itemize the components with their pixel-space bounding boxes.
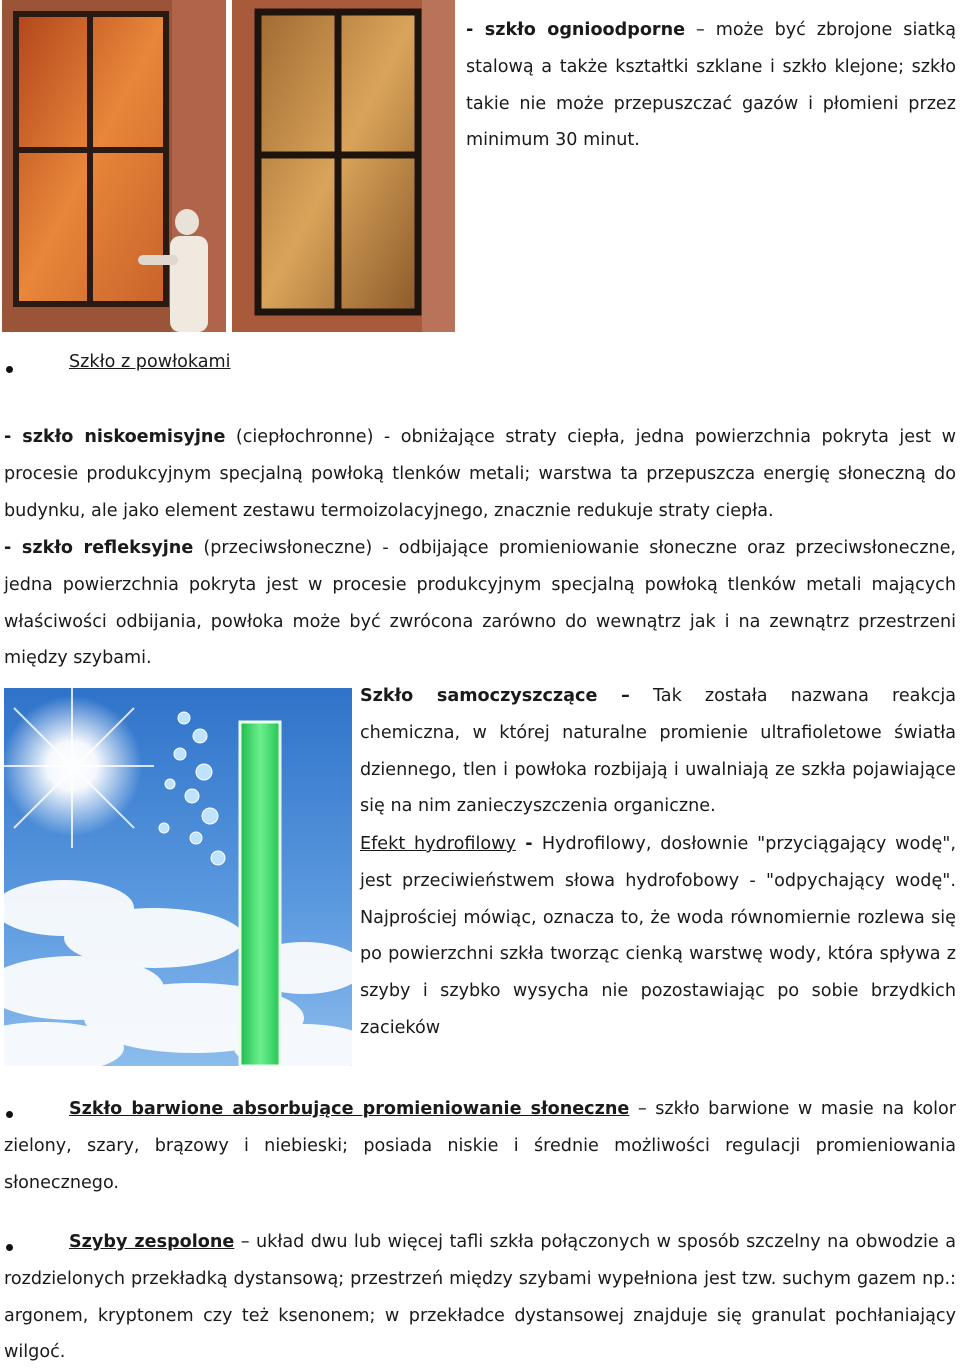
hydrophilic-dash: - (515, 834, 542, 854)
insulated-text: – układ dwu lub więcej tafli szkła połączonych w sposób szczelny na obwodzie a rozdzielonych przekładką dystansową; przestrzeń między szybami wypełniona jest tzw. suchym gazem np.: argonem, kryptonem czy też ksenonem; w przekładce dystansowej znajduje się granulat pochłaniający wilgoć. (4, 1232, 956, 1363)
reflective-paragraph (4, 530, 956, 677)
self-cleaning-glass-photo (4, 688, 352, 1066)
bullet-icon (6, 366, 13, 373)
reflective-label: - szkło refleksyjne (4, 538, 194, 558)
fireproof-paragraph (466, 12, 956, 159)
self-cleaning-paragraph (360, 678, 956, 825)
insulated-paragraph (4, 1224, 956, 1371)
self-cleaning-label: Szkło samoczyszczące – (360, 686, 630, 706)
tinted-paragraph (4, 1091, 956, 1201)
tinted-text: – szkło barwione w masie na kolor zielony, szary, brązowy i niebieski; posiada niskie i średnie możliwości regulacji promieniowania słonecznego. (4, 1099, 956, 1193)
fireproof-label: - szkło ognioodporne (466, 20, 686, 40)
hydrophilic-text: Hydrofilowy, dosłownie "przyciągający wodę", jest przeciwieństwem słowa hydrofobowy - "odpychający wodę". Najprościej mówiąc, oznacza to, że woda równomiernie rozlewa się po powierzchni szkła tworząc cienką warstwę wody, która spływa z szyby i szybko wysycha nie pozostawiając po sobie brzydkich zacieków (360, 834, 956, 1038)
lowe-label: - szkło niskoemisyjne (4, 427, 226, 447)
fireproof-text: – może być zbrojone siatką stalową a także kształtki szklane i szkło klejone; szkło takie nie może przepuszczać gazów i płomieni przez minimum 30 minut. (466, 20, 957, 151)
fire-test-photo (2, 0, 455, 332)
sky-glass-illustration (4, 688, 352, 1066)
hydrophilic-label: Efekt hydrofilowy (360, 834, 516, 854)
tinted-heading: Szkło barwione absorbujące promieniowanie słoneczne (69, 1099, 630, 1119)
self-cleaning-text: Tak została nazwana reakcja chemiczna, w której naturalne promienie ultrafioletowe światła dziennego, tlen i powłoka rozbijają i uwalniają ze szkła pojawiające się na nim zanieczyszczenia organiczne. (360, 686, 956, 817)
lowe-text: (ciepłochronne) - obniżające straty ciepła, jedna powierzchnia pokryta jest w procesie produkcyjnym specjalną powłoką tlenków metali; warstwa ta przepuszcza energię słoneczną do budynku, ale jako element zestawu termoizolacyjnego, znacznie redukuje straty ciepła. (4, 427, 956, 521)
insulated-heading: Szyby zespolone (69, 1232, 235, 1252)
reflective-text: (przeciwsłoneczne) - odbijające promieniowanie słoneczne oraz przeciwsłoneczne, jedna powierzchnia pokryta jest w procesie produkcyjnym specjalną powłoką tlenków metali mających właściwości odbijania, powłoka może być zwrócona zarówno do wewnątrz jak i na zewnątrz przestrzeni między szybami. (4, 538, 957, 669)
coated-heading-line (69, 344, 231, 381)
hydrophilic-paragraph (360, 826, 956, 1047)
fire-test-illustration (2, 0, 455, 332)
lowe-paragraph (4, 419, 956, 529)
coated-heading: Szkło z powłokami (69, 352, 231, 372)
